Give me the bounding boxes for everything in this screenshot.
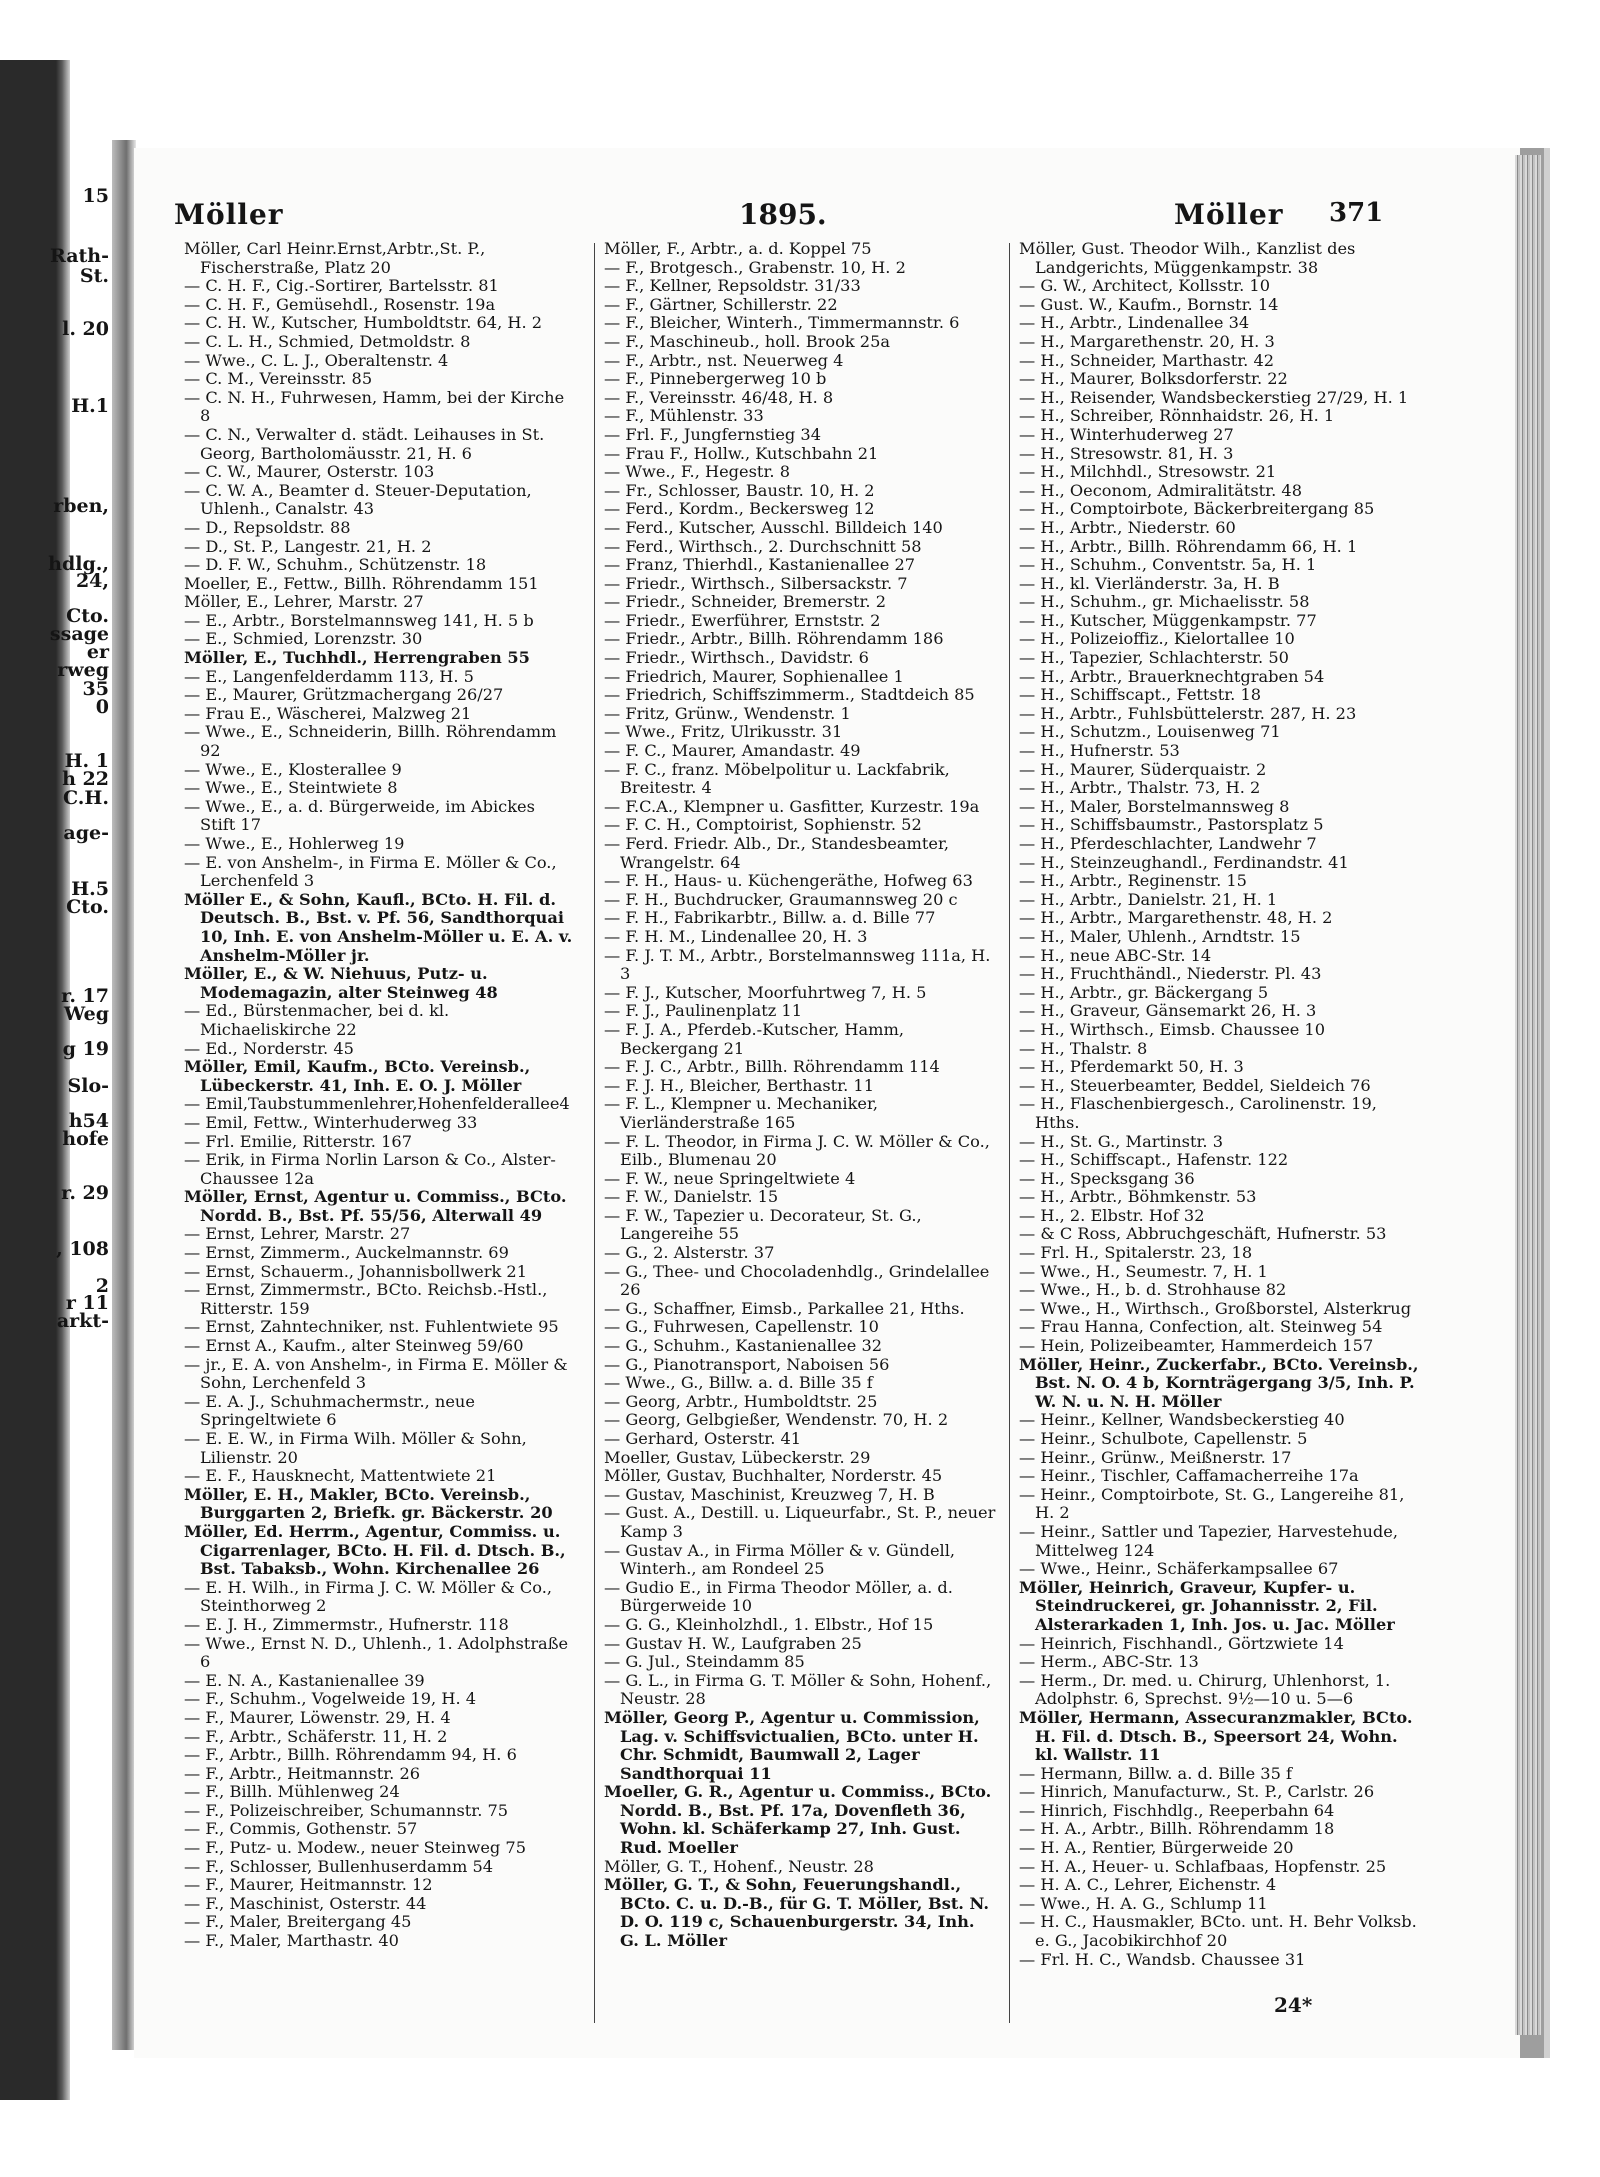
directory-entry: — C. H. F., Gemüsehdl., Rosenstr. 19a — [184, 294, 496, 314]
directory-entry: — Emil,Taubstummenlehrer,Hohenfelderallee4 — [184, 1094, 570, 1114]
directory-entry: — Frl. H. C., Wandsb. Chaussee 31 — [1019, 1949, 1306, 1969]
previous-page-fragment: 35 — [82, 678, 109, 700]
directory-entry: — Ferd. Friedr. Alb., Dr., Standesbeamter, Wrangelstr. 64 — [604, 834, 950, 872]
previous-page-fragment: ssage — [49, 623, 109, 645]
previous-page-fragment: h54 — [68, 1110, 109, 1132]
directory-entry: — F., Schuhm., Vogelweide 19, H. 4 — [184, 1689, 477, 1709]
directory-entry: — H., Arbtr., Böhmkenstr. 53 — [1019, 1187, 1257, 1207]
directory-entry: — H., Specksgang 36 — [1019, 1168, 1195, 1188]
previous-page-fragment: 15 — [82, 185, 109, 207]
directory-entry: — Friedrich, Schiffszimmerm., Stadtdeich 85 — [604, 685, 975, 705]
directory-entry: — C. L. H., Schmied, Detmoldstr. 8 — [184, 331, 471, 351]
directory-entry: — H., Schreiber, Rönnhaidstr. 26, H. 1 — [1019, 406, 1335, 426]
directory-entry: — Heinr., Tischler, Caffamacherreihe 17a — [1019, 1466, 1359, 1486]
directory-entry: — G., Pianotransport, Naboisen 56 — [604, 1354, 890, 1374]
directory-entry: — Georg, Arbtr., Humboldtstr. 25 — [604, 1391, 878, 1411]
directory-entry: — Wwe., H., b. d. Strohhause 82 — [1019, 1280, 1287, 1300]
directory-entry: — Frl. Emilie, Ritterstr. 167 — [184, 1131, 412, 1151]
directory-entry: Möller, Gustav, Buchhalter, Norderstr. 45 — [604, 1466, 943, 1486]
directory-entry: — Frau F., Hollw., Kutschbahn 21 — [604, 443, 879, 463]
directory-entry: — H., Arbtr., Reginenstr. 15 — [1019, 871, 1247, 891]
directory-entry: — H., Tapezier, Schlachterstr. 50 — [1019, 648, 1289, 668]
directory-entry: — C. H. W., Kutscher, Humboldtstr. 64, H. 2 — [184, 313, 543, 333]
column-3 — [1019, 240, 1424, 1969]
page-edge-stack — [1515, 155, 1541, 2035]
directory-entry: — Emil, Fettw., Winterhuderweg 33 — [184, 1112, 478, 1132]
directory-entry: — F., Mühlenstr. 33 — [604, 406, 764, 426]
directory-entry: Moeller, E., Fettw., Billh. Röhrendamm 151 — [184, 573, 539, 593]
directory-entry: — Herm., Dr. med. u. Chirurg, Uhlenhorst, 1. Adolphstr. 6, Sprechst. 9½—10 u. 5—6 — [1019, 1670, 1391, 1709]
directory-entry: — Heinrich, Fischhandl., Görtzwiete 14 — [1019, 1633, 1344, 1653]
directory-entry: — Friedr., Arbtr., Billh. Röhrendamm 186 — [604, 629, 944, 649]
directory-entry: — Ed., Bürstenmacher, bei d. kl. Michaeliskirche 22 — [184, 1001, 450, 1039]
directory-entry: — F., Arbtr., Heitmannstr. 26 — [184, 1763, 421, 1783]
directory-entry: Moeller, G. R., Agentur u. Commiss., BCto. Nordd. B., Bst. Pf. 17a, Dovenfleth 36, Wohn. kl. Schäferkamp 27, Inh. Gust. Rud. Moeller — [604, 1782, 992, 1858]
directory-entry: — Herm., ABC-Str. 13 — [1019, 1652, 1199, 1672]
directory-entry: — F. W., neue Springeltwiete 4 — [604, 1168, 856, 1188]
previous-page-fragment: hofe — [62, 1128, 109, 1150]
directory-entry: — H., Schutzm., Louisenweg 71 — [1019, 722, 1281, 742]
directory-entry: — H., Arbtr., Thalstr. 73, H. 2 — [1019, 778, 1261, 798]
directory-entry: — C. W. A., Beamter d. Steuer-Deputation, Uhlenh., Canalstr. 43 — [184, 480, 532, 519]
previous-page-fragment: 24, — [75, 570, 109, 592]
scan-gutter-shadow — [112, 140, 136, 2050]
directory-entry: — F., Pinnebergerweg 10 b — [604, 369, 827, 389]
running-head-left: Möller — [174, 198, 284, 231]
directory-entry: — Wwe., C. L. J., Oberaltenstr. 4 — [184, 350, 449, 370]
directory-entry: — Wwe., E., Schneiderin, Billh. Röhrendamm 92 — [184, 722, 557, 761]
directory-entry: — E. von Anshelm-, in Firma E. Möller & Co., Lerchenfeld 3 — [184, 852, 557, 891]
directory-page — [134, 148, 1544, 2058]
directory-entry: — Ernst, Zimmermstr., BCto. Reichsb.-Hstl., Ritterstr. 159 — [184, 1280, 548, 1318]
directory-entry: Möller, F., Arbtr., a. d. Koppel 75 — [604, 239, 872, 258]
directory-entry: — F., Maler, Marthastr. 40 — [184, 1931, 399, 1951]
directory-entry: — H., Maler, Uhlenh., Arndtstr. 15 — [1019, 926, 1301, 946]
page-number: 371 — [1329, 198, 1384, 228]
directory-entry: — G. G., Kleinholzhdl., 1. Elbstr., Hof 15 — [604, 1614, 934, 1634]
directory-entry: — Gustav, Maschinist, Kreuzweg 7, H. B — [604, 1484, 935, 1504]
directory-entry: — H., Maurer, Bolksdorferstr. 22 — [1019, 369, 1288, 389]
directory-entry: Möller, E., Tuchhdl., Herrengraben 55 — [184, 648, 530, 668]
previous-page-fragment: 2 — [95, 1275, 109, 1297]
directory-entry: — F., Polizeischreiber, Schumannstr. 75 — [184, 1800, 509, 1820]
directory-entry: — Wwe., G., Billw. a. d. Bille 35 f — [604, 1373, 873, 1393]
column-rule-1 — [594, 243, 595, 2023]
directory-entry: — E., Schmied, Lorenzstr. 30 — [184, 629, 423, 649]
directory-entry: — F., Maurer, Löwenstr. 29, H. 4 — [184, 1707, 451, 1727]
directory-entry: — Ernst A., Kaufm., alter Steinweg 59/60 — [184, 1336, 524, 1356]
previous-page-fragment: g 19 — [62, 1038, 109, 1060]
directory-entry: — H., Schiffsbaumstr., Pastorsplatz 5 — [1019, 815, 1324, 835]
directory-entry: — Gust. A., Destill. u. Liqueurfabr., St. P., neuer Kamp 3 — [604, 1503, 996, 1541]
directory-entry: — Gustav A., in Firma Möller & v. Gündell, Winterh., am Rondeel 25 — [604, 1540, 956, 1579]
directory-entry: — Gudio E., in Firma Theodor Möller, a. d. Bürgerweide 10 — [604, 1577, 953, 1616]
signature-mark: 24* — [1274, 1993, 1313, 2017]
previous-page-fragment: rweg — [57, 659, 109, 681]
directory-entry: Möller, Ed. Herrm., Agentur, Commiss. u. Cigarrenlager, BCto. H. Fil. d. Dtsch. B., Bst. Tabaksb., Wohn. Kirchenallee 26 — [184, 1521, 566, 1579]
directory-entry: Möller, Heinrich, Graveur, Kupfer- u. Steindruckerei, gr. Johannisstr. 2, Fil. Alsterarkaden 1, Inh. Jos. u. Jac. Möller — [1019, 1577, 1395, 1634]
directory-entry: — C. W., Maurer, Osterstr. 103 — [184, 462, 435, 482]
directory-entry: — Friedr., Ewerführer, Ernststr. 2 — [604, 610, 881, 630]
directory-entry: — H., Arbtr., gr. Bäckergang 5 — [1019, 982, 1269, 1002]
previous-page-fragment: 0 — [95, 696, 109, 718]
previous-page-fragment: Cto. — [66, 896, 109, 918]
directory-entry: — F.C.A., Klempner u. Gasfitter, Kurzestr. 19a — [604, 796, 980, 816]
directory-entry: Möller, Ernst, Agentur u. Commiss., BCto. Nordd. B., Bst. Pf. 55/56, Alterwall 49 — [184, 1187, 567, 1225]
directory-entry: — Friedr., Wirthsch., Davidstr. 6 — [604, 648, 869, 668]
directory-entry: — Fr., Schlosser, Baustr. 10, H. 2 — [604, 480, 875, 500]
directory-entry: — G. W., Architect, Kollsstr. 10 — [1019, 276, 1270, 296]
directory-entry: — E. J. H., Zimmermstr., Hufnerstr. 118 — [184, 1614, 509, 1634]
directory-entry: — F. C., franz. Möbelpolitur u. Lackfabrik, Breitestr. 4 — [604, 759, 950, 798]
directory-entry: — G., Thee- und Chocoladenhdlg., Grindelallee 26 — [604, 1261, 990, 1300]
directory-entry: — F. H., Fabrikarbtr., Billw. a. d. Bille 77 — [604, 908, 936, 928]
directory-entry: — Frl. H., Spitalerstr. 23, 18 — [1019, 1243, 1253, 1263]
directory-entry: Moeller, Gustav, Lübeckerstr. 29 — [604, 1447, 871, 1467]
directory-entry: — H., Maler, Borstelmannsweg 8 — [1019, 796, 1290, 816]
directory-entry: — D. F. W., Schuhm., Schützenstr. 18 — [184, 555, 487, 575]
previous-page-fragment: l. 20 — [62, 318, 109, 340]
directory-entry: — Wwe., Heinr., Schäferkampsallee 67 — [1019, 1559, 1339, 1579]
directory-entry: — F. C. H., Comptoirist, Sophienstr. 52 — [604, 815, 922, 835]
directory-entry: — H., Thalstr. 8 — [1019, 1038, 1148, 1058]
directory-entry: — F., Maler, Breitergang 45 — [184, 1912, 412, 1932]
directory-entry: — Frl. F., Jungfernstieg 34 — [604, 424, 822, 444]
directory-entry: — Ernst, Lehrer, Marstr. 27 — [184, 1224, 411, 1244]
previous-page-fragment: hdlg., — [48, 553, 109, 575]
directory-entry: — Ernst, Zimmerm., Auckelmannstr. 69 — [184, 1243, 509, 1263]
directory-entry: — F., Commis, Gothenstr. 57 — [184, 1819, 418, 1839]
previous-page-fragment: St. — [79, 265, 109, 287]
directory-entry: — H., Graveur, Gänsemarkt 26, H. 3 — [1019, 1001, 1317, 1021]
previous-page-fragment: H.1 — [71, 395, 109, 417]
directory-entry: — F. W., Tapezier u. Decorateur, St. G., Langereihe 55 — [604, 1205, 922, 1244]
directory-entry: — H., Steuerbeamter, Beddel, Sieldeich 76 — [1019, 1075, 1371, 1095]
directory-entry: — Frau Hanna, Confection, alt. Steinweg 54 — [1019, 1317, 1383, 1337]
directory-entry: — H., Arbtr., Margarethenstr. 48, H. 2 — [1019, 908, 1333, 928]
directory-entry: — F., Maurer, Heitmannstr. 12 — [184, 1875, 433, 1895]
directory-entry: — H., Schneider, Marthastr. 42 — [1019, 350, 1275, 370]
directory-entry: — Franz, Thierhdl., Kastanienallee 27 — [604, 555, 916, 575]
directory-entry: — Wwe., H. A. G., Schlump 11 — [1019, 1893, 1268, 1913]
directory-entry: — F., Putz- u. Modew., neuer Steinweg 75 — [184, 1838, 527, 1858]
directory-entry: — F., Billh. Mühlenweg 24 — [184, 1782, 400, 1802]
directory-entry: — G., 2. Alsterstr. 37 — [604, 1243, 775, 1263]
directory-entry: — Wwe., E., Steintwiete 8 — [184, 778, 398, 798]
directory-entry: — Heinr., Sattler und Tapezier, Harvestehude, Mittelweg 124 — [1019, 1521, 1399, 1560]
directory-entry: — H., Steinzeughandl., Ferdinandstr. 41 — [1019, 852, 1349, 872]
directory-entry: — H., 2. Elbstr. Hof 32 — [1019, 1205, 1205, 1225]
directory-entry: — Ernst, Zahntechniker, nst. Fuhlentwiete 95 — [184, 1317, 559, 1337]
previous-page-fragment: r. 29 — [61, 1182, 109, 1204]
previous-page-fragment: C.H. — [63, 787, 109, 809]
previous-page-fragment: er — [86, 641, 109, 663]
directory-entry: — H., Schuhm., Conventstr. 5a, H. 1 — [1019, 555, 1317, 575]
directory-entry: — Erik, in Firma Norlin Larson & Co., Alster-Chaussee 12a — [184, 1150, 556, 1188]
directory-entry: — Hinrich, Fischhdlg., Reeperbahn 64 — [1019, 1800, 1335, 1820]
previous-page-fragment: r 11 — [65, 1292, 109, 1314]
previous-page-fragment: h 22 — [62, 768, 109, 790]
directory-entry: — F. J., Kutscher, Moorfuhrtweg 7, H. 5 — [604, 982, 927, 1002]
directory-entry: — F., Maschinist, Osterstr. 44 — [184, 1893, 427, 1913]
directory-entry: — E., Arbtr., Borstelmannsweg 141, H. 5 b — [184, 610, 534, 630]
directory-entry: Möller, E. H., Makler, BCto. Vereinsb., Burggarten 2, Briefk. gr. Bäckerstr. 20 — [184, 1484, 553, 1523]
directory-entry: — H., Hufnerstr. 53 — [1019, 741, 1180, 761]
directory-entry: — H. A., Rentier, Bürgerweide 20 — [1019, 1838, 1294, 1858]
directory-entry: — jr., E. A. von Anshelm-, in Firma E. Möller & Sohn, Lerchenfeld 3 — [184, 1354, 568, 1393]
directory-entry: — E. H. Wilh., in Firma J. C. W. Möller & Co., Steinthorweg 2 — [184, 1577, 553, 1616]
directory-entry: — H., Arbtr., Lindenallee 34 — [1019, 313, 1250, 333]
directory-entry: — Wwe., H., Seumestr. 7, H. 1 — [1019, 1261, 1268, 1281]
directory-entry: — H., Pferdemarkt 50, H. 3 — [1019, 1057, 1244, 1077]
directory-entry: — Wwe., E., Hohlerweg 19 — [184, 834, 405, 853]
directory-entry: — H., kl. Vierländerstr. 3a, H. B — [1019, 573, 1280, 593]
directory-entry: — Gustav H. W., Laufgraben 25 — [604, 1633, 862, 1653]
directory-entry: — F. J. H., Bleicher, Berthastr. 11 — [604, 1075, 875, 1095]
directory-entry: — C. N., Verwalter d. städt. Leihauses in St. Georg, Bartholomäusstr. 21, H. 6 — [184, 424, 545, 463]
directory-entry: — Heinr., Grünw., Meißnerstr. 17 — [1019, 1447, 1292, 1467]
directory-entry: — H., Kutscher, Müggenkampstr. 77 — [1019, 610, 1317, 630]
directory-entry: — F. J. T. M., Arbtr., Borstelmannsweg 111a, H. 3 — [604, 945, 991, 984]
directory-entry: — G., Schaffner, Eimsb., Parkallee 21, Hths. — [604, 1298, 965, 1318]
directory-entry: — H., Arbtr., Billh. Röhrendamm 66, H. 1 — [1019, 536, 1358, 556]
directory-entry: — E. N. A., Kastanienallee 39 — [184, 1670, 425, 1690]
directory-entry: — H., neue ABC-Str. 14 — [1019, 945, 1212, 965]
directory-entry: — & C Ross, Abbruchgeschäft, Hufnerstr. 53 — [1019, 1224, 1387, 1244]
directory-entry: — Gerhard, Osterstr. 41 — [604, 1429, 802, 1448]
directory-entry: — E. A. J., Schuhmachermstr., neue Springeltwiete 6 — [184, 1391, 475, 1430]
directory-entry: — H., Pferdeschlachter, Landwehr 7 — [1019, 834, 1317, 853]
directory-entry: — H., Schiffscapt., Fettstr. 18 — [1019, 685, 1262, 705]
directory-entry: — H., Polizeioffiz., Kielortallee 10 — [1019, 629, 1295, 649]
directory-entry: — F., Bleicher, Winterh., Timmermannstr. 6 — [604, 313, 960, 333]
directory-entry: — H., Comptoirbote, Bäckerbreitergang 85 — [1019, 499, 1375, 519]
previous-page-fragment: Weg — [63, 1003, 109, 1025]
previous-page-fragment: Cto. — [66, 605, 109, 627]
directory-entry: — G. Jul., Steindamm 85 — [604, 1652, 805, 1672]
directory-entry: Möller, Hermann, Assecuranzmakler, BCto. H. Fil. d. Dtsch. B., Speersort 24, Wohn. kl. Wallstr. 11 — [1019, 1707, 1413, 1765]
directory-entry: — H., Reisender, Wandsbeckerstieg 27/29, H. 1 — [1019, 387, 1409, 407]
directory-entry: — Wwe., E., Klosterallee 9 — [184, 759, 402, 779]
directory-entry: — Ferd., Kutscher, Ausschl. Billdeich 140 — [604, 517, 943, 537]
directory-entry: — Heinr., Comptoirbote, St. G., Langereihe 81, H. 2 — [1019, 1484, 1405, 1523]
column-rule-2 — [1009, 243, 1010, 2023]
directory-entry: — Ed., Norderstr. 45 — [184, 1038, 354, 1058]
directory-entry: — F., Gärtner, Schillerstr. 22 — [604, 294, 838, 314]
directory-entry: — E. F., Hausknecht, Mattentwiete 21 — [184, 1466, 497, 1486]
directory-entry: Möller, Gust. Theodor Wilh., Kanzlist des Landgerichts, Müggenkampstr. 38 — [1019, 239, 1356, 277]
directory-entry: — Heinr., Kellner, Wandsbeckerstieg 40 — [1019, 1410, 1345, 1430]
directory-entry: — E., Maurer, Grützmachergang 26/27 — [184, 685, 504, 705]
previous-page-fragment: age- — [63, 822, 109, 844]
directory-entry: — F., Maschineub., holl. Brook 25a — [604, 331, 891, 351]
directory-entry: — H., Arbtr., Niederstr. 60 — [1019, 517, 1236, 537]
directory-entry: Möller, G. T., & Sohn, Feuerungshandl., BCto. C. u. D.-B., für G. T. Möller, Bst. N. D. O. 119 c, Schauenburgerstr. 34, Inh. G. L. Möller — [604, 1875, 989, 1951]
directory-entry: — H. C., Hausmakler, BCto. unt. H. Behr Volksb. e. G., Jacobikirchhof 20 — [1019, 1912, 1417, 1951]
directory-entry: — F. L. Theodor, in Firma J. C. W. Möller & Co., Eilb., Blumenau 20 — [604, 1131, 990, 1170]
previous-page-fragment: rben, — [53, 495, 109, 517]
directory-entry: — H., Winterhuderweg 27 — [1019, 424, 1234, 444]
directory-entry: Möller E., & Sohn, Kaufl., BCto. H. Fil. d. Deutsch. B., Bst. v. Pf. 56, Sandthorquai 10, Inh. E. von Anshelm-Möller u. E. A. v. Anshelm-Möller jr. — [184, 889, 573, 965]
directory-entry: — Ferd., Kordm., Beckersweg 12 — [604, 499, 875, 519]
directory-entry: — Wwe., F., Hegestr. 8 — [604, 462, 790, 482]
directory-entry: — H., Arbtr., Brauerknechtgraben 54 — [1019, 666, 1325, 686]
directory-entry: — D., Repsoldstr. 88 — [184, 517, 351, 537]
running-head-right: Möller — [1174, 198, 1284, 231]
directory-entry: — Hein, Polizeibeamter, Hammerdeich 157 — [1019, 1336, 1374, 1356]
directory-entry: — Hinrich, Manufacturw., St. P., Carlstr. 26 — [1019, 1782, 1375, 1802]
directory-entry: — F., Arbtr., Billh. Röhrendamm 94, H. 6 — [184, 1745, 517, 1765]
directory-entry: — H. A., Heuer- u. Schlafbaas, Hopfenstr. 25 — [1019, 1856, 1387, 1876]
directory-entry: — F. J. A., Pferdeb.-Kutscher, Hamm, Beckergang 21 — [604, 1019, 905, 1058]
directory-entry: — H., Stresowstr. 81, H. 3 — [1019, 443, 1234, 463]
directory-entry: — F. W., Danielstr. 15 — [604, 1187, 779, 1207]
directory-entry: — H., Milchhdl., Stresowstr. 21 — [1019, 462, 1277, 482]
directory-entry: — Wwe., Ernst N. D., Uhlenh., 1. Adolphstraße 6 — [184, 1633, 569, 1672]
directory-entry: — F. J. C., Arbtr., Billh. Röhrendamm 114 — [604, 1057, 940, 1077]
directory-entry: — H., Wirthsch., Eimsb. Chaussee 10 — [1019, 1019, 1326, 1039]
directory-entry: — H., Fruchthändl., Niederstr. Pl. 43 — [1019, 964, 1322, 984]
directory-entry: — E. E. W., in Firma Wilh. Möller & Sohn, Lilienstr. 20 — [184, 1429, 527, 1467]
directory-entry: — F. L., Klempner u. Mechaniker, Vierländerstraße 165 — [604, 1094, 879, 1132]
previous-page-fragment: , 108 — [56, 1238, 109, 1260]
directory-entry: — G., Schuhm., Kastanienallee 32 — [604, 1336, 883, 1356]
directory-entry: — Georg, Gelbgießer, Wendenstr. 70, H. 2 — [604, 1410, 949, 1430]
directory-entry: — H., Maurer, Süderquaistr. 2 — [1019, 759, 1267, 779]
directory-entry: — Friedr., Wirthsch., Silbersackstr. 7 — [604, 573, 908, 593]
directory-entry: — C. M., Vereinsstr. 85 — [184, 369, 373, 389]
directory-entry: — Friedr., Schneider, Bremerstr. 2 — [604, 592, 887, 612]
directory-entry: Möller, Carl Heinr.Ernst,Arbtr.,St. P., Fischerstraße, Platz 20 — [184, 239, 486, 277]
directory-entry: — H., Schuhm., gr. Michaelisstr. 58 — [1019, 592, 1310, 612]
directory-entry: — F. C., Maurer, Amandastr. 49 — [604, 741, 861, 761]
directory-entry: — F., Arbtr., Schäferstr. 11, H. 2 — [184, 1726, 448, 1746]
directory-entry: — F. H. M., Lindenallee 20, H. 3 — [604, 926, 868, 946]
previous-page-fragment: H.5 — [71, 878, 109, 900]
directory-entry: — F., Arbtr., nst. Neuerweg 4 — [604, 350, 844, 370]
directory-entry: — F. J., Paulinenplatz 11 — [604, 1001, 802, 1021]
directory-entry: Möller, Heinr., Zuckerfabr., BCto. Vereinsb., Bst. N. O. 4 b, Kornträgergang 3/5, Inh. P. W. N. u. N. H. Möller — [1019, 1354, 1419, 1411]
directory-entry: — G. L., in Firma G. T. Möller & Sohn, Hohenf., Neustr. 28 — [604, 1670, 992, 1709]
page-header — [134, 198, 1514, 238]
directory-entry: — C. N. H., Fuhrwesen, Hamm, bei der Kirche 8 — [184, 387, 565, 426]
directory-entry: — Friedrich, Maurer, Sophienallee 1 — [604, 666, 904, 686]
column-1 — [184, 240, 574, 1951]
directory-entry: — H., Arbtr., Danielstr. 21, H. 1 — [1019, 889, 1278, 909]
running-head-year: 1895. — [739, 198, 827, 231]
directory-entry: — Heinr., Schulbote, Capellenstr. 5 — [1019, 1429, 1308, 1448]
directory-entry: — H., Schiffscapt., Hafenstr. 122 — [1019, 1150, 1289, 1170]
directory-entry: — H., Flaschenbiergesch., Carolinenstr. 19, Hths. — [1019, 1094, 1377, 1132]
directory-entry: — C. H. F., Cig.-Sortirer, Bartelsstr. 81 — [184, 276, 499, 296]
directory-entry: — F., Schlosser, Bullenhuserdamm 54 — [184, 1856, 494, 1876]
directory-entry: — H. A. C., Lehrer, Eichenstr. 4 — [1019, 1875, 1277, 1895]
directory-entry: Möller, Georg P., Agentur u. Commission, Lag. v. Schiffsvictualien, BCto. unter H. Chr. Schmidt, Baumwall 2, Lager Sandthorquai 11 — [604, 1707, 980, 1783]
previous-page-fragment: arkt- — [56, 1310, 109, 1332]
directory-entry: — Wwe., H., Wirthsch., Großborstel, Alsterkrug — [1019, 1298, 1412, 1318]
directory-entry: — Wwe., Fritz, Ulrikusstr. 31 — [604, 722, 843, 742]
directory-entry: — F. H., Haus- u. Küchengeräthe, Hofweg 63 — [604, 871, 973, 891]
directory-entry: — Ernst, Schauerm., Johannisbollwerk 21 — [184, 1261, 528, 1281]
directory-entry: — E., Langenfelderdamm 113, H. 5 — [184, 666, 474, 686]
directory-entry: — D., St. P., Langestr. 21, H. 2 — [184, 536, 432, 556]
directory-entry: — Fritz, Grünw., Wendenstr. 1 — [604, 703, 851, 723]
previous-page-fragment: Slo- — [67, 1075, 109, 1097]
column-2 — [604, 240, 999, 1951]
directory-entry: — H., Arbtr., Fuhlsbüttelerstr. 287, H. 23 — [1019, 703, 1357, 723]
directory-entry: Möller, E., Lehrer, Marstr. 27 — [184, 592, 424, 612]
directory-entry: — H. A., Arbtr., Billh. Röhrendamm 18 — [1019, 1819, 1335, 1839]
directory-entry: — Wwe., E., a. d. Bürgerweide, im Abickes Stift 17 — [184, 796, 535, 835]
directory-entry: — F. H., Buchdrucker, Graumannsweg 20 c — [604, 889, 958, 909]
previous-page-fragment: H. 1 — [64, 750, 109, 772]
directory-entry: — Frau E., Wäscherei, Malzweg 21 — [184, 703, 472, 723]
directory-entry: — Hermann, Billw. a. d. Bille 35 f — [1019, 1763, 1293, 1783]
directory-entry: — H., Margarethenstr. 20, H. 3 — [1019, 331, 1275, 351]
directory-entry: — Ferd., Wirthsch., 2. Durchschnitt 58 — [604, 536, 922, 556]
directory-entry: — G., Fuhrwesen, Capellenstr. 10 — [604, 1317, 879, 1337]
directory-entry: — F., Kellner, Repsoldstr. 31/33 — [604, 276, 861, 296]
previous-page-fragment: Rath- — [49, 245, 109, 267]
directory-entry: — H., Oeconom, Admiralitätstr. 48 — [1019, 480, 1303, 500]
previous-page-edge — [0, 130, 115, 2060]
previous-page-fragment: r. 17 — [61, 985, 109, 1007]
directory-entry: — Gust. W., Kaufm., Bornstr. 14 — [1019, 294, 1279, 314]
directory-entry: Möller, E., & W. Niehuus, Putz- u. Modemagazin, alter Steinweg 48 — [184, 964, 498, 1002]
directory-entry: Möller, Emil, Kaufm., BCto. Vereinsb., Lübeckerstr. 41, Inh. E. O. J. Möller — [184, 1057, 531, 1095]
directory-entry: — F., Vereinsstr. 46/48, H. 8 — [604, 387, 834, 407]
directory-entry: — F., Brotgesch., Grabenstr. 10, H. 2 — [604, 257, 906, 277]
directory-entry: — H., St. G., Martinstr. 3 — [1019, 1131, 1223, 1151]
directory-entry: Möller, G. T., Hohenf., Neustr. 28 — [604, 1856, 874, 1876]
